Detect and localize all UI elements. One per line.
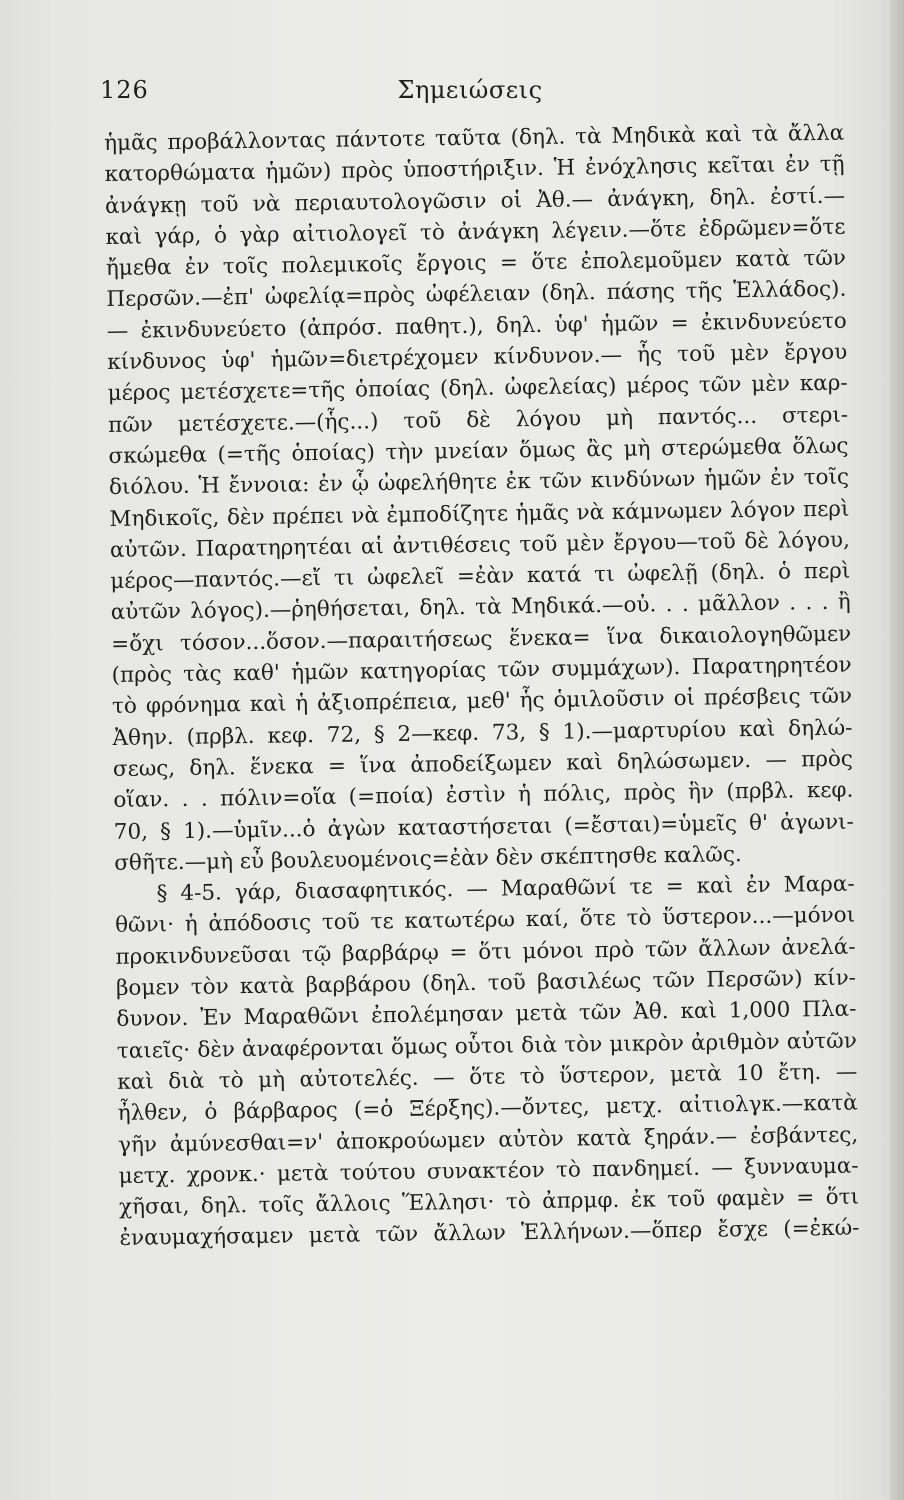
text-line: γῆν ἀμύνεσθαι=ν' ἀποκρούωμεν αὐτὸν κατὰ ξηράν.— ἐσβάντες,	[118, 1122, 859, 1158]
text-line: Περσῶν.—ἐπ' ὠφελίᾳ=πρὸς ὠφέλειαν (δηλ. πάσης τῆς Ἑλλάδος).	[106, 277, 847, 313]
text-line: πῶν μετέσχετε.—(ἧς...) τοῦ δὲ λόγου μὴ παντός... στερι-	[107, 402, 849, 438]
page-header	[100, 76, 840, 112]
text-line: διόλου. Ἡ ἔννοια: ἐν ᾧ ὠφελήθητε ἐκ τῶν κινδύνων ἡμῶν ἐν τοῖς	[108, 464, 850, 501]
text-line: καὶ γάρ, ὁ γὰρ αἰτιολογεῖ τὸ ἀνάγκη λέγειν.—ὅτε ἐδρῶμεν=ὅτε	[105, 214, 846, 250]
text-line: καὶ διὰ τὸ μὴ αὐτοτελές. — ὅτε τὸ ὕστερον, μετὰ 10 ἔτη. —	[117, 1059, 858, 1095]
page-number: 126	[100, 76, 149, 104]
text-line: αὐτῶν. Παρατηρητέαι αἱ ἀντιθέσεις τοῦ μὲν ἔργου—τοῦ δὲ λόγου,	[109, 527, 850, 563]
text-line: Μηδικοῖς, δὲν πρέπει νὰ ἐμποδίζητε ἡμᾶς νὰ κάμνωμεν λόγον περὶ	[109, 496, 850, 532]
text-line: μέρος—παντός.—εἴ τι ὠφελεῖ =ἐὰν κατά τι ὠφελῇ (δηλ. ὁ περὶ	[110, 558, 851, 595]
text-line: ἀνάγκῃ τοῦ νὰ περιαυτολογῶσιν οἱ Ἀθ.— ἀνάγκη, δηλ. ἐστί.—	[104, 183, 846, 219]
text-line: ταιεῖς· δὲν ἀναφέρονται ὅμως οὗτοι διὰ τὸν μικρὸν ἀριθμὸν αὐτῶν	[116, 1028, 857, 1064]
notes-body	[104, 118, 860, 1255]
text-line: 70, § 1).—ὑμῖν...ὁ ἀγὼν καταστήσεται (=ἔσται)=ὑμεῖς θ' ἀγωνι-	[113, 809, 854, 845]
text-line: — ἐκινδυνεύετο (ἀπρόσ. παθητ.), δηλ. ὑφ' ἡμῶν = ἐκινδυνεύετο	[106, 308, 847, 344]
text-line: =ὄχι τόσον...ὅσον.—παραιτήσεως ἕνεκα= ἵνα δικαιολογηθῶμεν	[111, 621, 852, 657]
text-line: Ἀθην. (πρβλ. κεφ. 72, § 2—κεφ. 73, § 1).—μαρτυρίου καὶ δηλώ-	[112, 715, 853, 751]
text-line: ἡμᾶς προβάλλοντας πάντοτε ταῦτα (δηλ. τὰ Μηδικὰ καὶ τὰ ἄλλα	[104, 120, 845, 156]
text-line: θῶνι· ἡ ἀπόδοσις τοῦ τε κατωτέρω καί, ὅτε τὸ ὕστερον...—μόνοι	[114, 903, 856, 939]
text-line: δυνον. Ἐν Μαραθῶνι ἐπολέμησαν μετὰ τῶν Ἀθ. καὶ 1,000 Πλα-	[116, 996, 857, 1033]
text-line: κίνδυνος ὑφ' ἡμῶν=διετρέχομεν κίνδυνον.— ἧς τοῦ μὲν ἔργου	[107, 339, 848, 376]
text-line: ἐναυμαχήσαμεν μετὰ τῶν ἄλλων Ἑλλήνων.—ὅπερ ἔσχε (=ἐκώ-	[119, 1215, 860, 1252]
text-line: τὸ φρόνημα καὶ ἡ ἀξιοπρέπεια, μεθ' ἧς ὁμιλοῦσιν οἱ πρέσβεις τῶν	[111, 683, 853, 720]
text-line: προκινδυνεῦσαι τῷ βαρβάρῳ = ὅτι μόνοι πρὸ τῶν ἄλλων ἀνελά-	[115, 934, 856, 970]
text-line: χῆσαι, δηλ. τοῖς ἄλλοις Ἕλλησι· τὸ ἀπρμφ. ἐκ τοῦ φαμὲν = ὅτι	[118, 1184, 860, 1220]
text-line: αὐτῶν λόγος).—ῥηθήσεται, δηλ. τὰ Μηδικά.—οὐ. . . μᾶλλον . . . ἢ	[110, 590, 851, 626]
text-line: ἦλθεν, ὁ βάρβαρος (=ὁ Ξέρξης).—ὄντες, μετχ. αἰτιολγκ.—κατὰ	[117, 1090, 858, 1127]
text-line: κατορθώματα ἡμῶν) πρὸς ὑποστήριξιν. Ἡ ἐνόχλησις κεῖται ἐν τῇ	[104, 151, 845, 188]
text-line: οἵαν. . . πόλιν=οἵα (=ποία) ἐστὶν ἡ πόλις, πρὸς ἣν (πρβλ. κεφ.	[113, 777, 854, 814]
paragraph-start-line: § 4-5. γάρ, διασαφητικός. — Μαραθῶνί τε = καὶ ἐν Μαρα-	[156, 871, 855, 907]
text-line: ἤμεθα ἐν τοῖς πολεμικοῖς ἔργοις = ὅτε ἐπολεμοῦμεν κατὰ τῶν	[105, 245, 847, 282]
text-line: σθῆτε.—μὴ εὖ βουλευομένοις=ἐὰν δὲν σκέπτησθε καλῶς.	[114, 841, 742, 876]
page-edge-shadow	[890, 0, 904, 1500]
text-line: σκώμεθα (=τῆς ὁποίας) τὴν μνείαν ὅμως ἂς μὴ στερώμεθα ὅλως	[108, 433, 849, 469]
text-line: σεως, δηλ. ἕνεκα = ἵνα ἀποδείξωμεν καὶ δηλώσωμεν. — πρὸς	[112, 746, 854, 782]
text-line: μετχ. χρονκ.· μετὰ τούτου συνακτέον τὸ πανδημεί. — ξυνναυμα-	[118, 1153, 859, 1189]
text-line: βομεν τὸν κατὰ βαρβάρου (δηλ. τοῦ βασιλέως τῶν Περσῶν) κίν-	[115, 965, 857, 1001]
running-title: Σημειώσεις	[397, 76, 543, 104]
text-line: (πρὸς τὰς καθ' ἡμῶν κατηγορίας τῶν συμμάχων). Παρατηρητέον	[111, 652, 852, 688]
text-line: μέρος μετέσχετε=τῆς ὁποίας (δηλ. ὠφελείας) μέρος τῶν μὲν καρ-	[107, 371, 848, 407]
